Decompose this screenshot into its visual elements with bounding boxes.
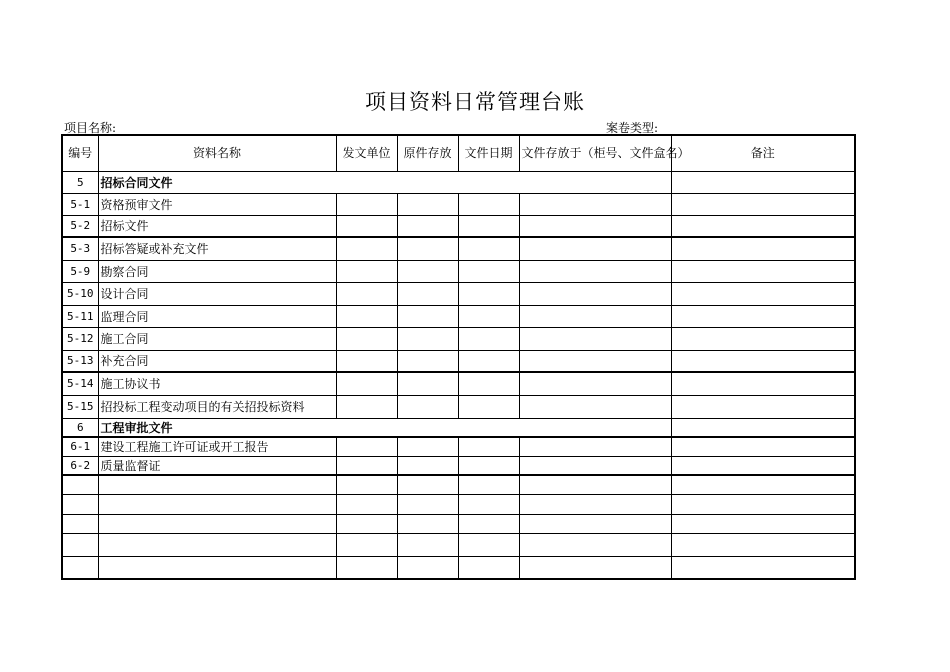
row-date-cell [458,215,519,237]
row-issuer-cell [336,437,397,456]
row-remarks-cell [671,350,855,372]
row-date-cell [458,260,519,282]
row-location-cell [519,556,671,579]
row-number: 5-13 [62,350,98,372]
row-issuer-cell [336,556,397,579]
table-row [62,305,855,327]
table-row [62,514,855,533]
row-number: 5 [62,171,98,193]
row-document-name: 招标答疑或补充文件 [98,237,336,260]
row-number [62,533,98,556]
row-document-name: 补充合同 [98,350,336,372]
row-document-name: 施工合同 [98,327,336,350]
row-date-cell [458,456,519,475]
row-document-name: 施工协议书 [98,372,336,395]
row-document-name [98,475,336,494]
column-header-original: 原件存放 [397,135,458,171]
row-location-cell [519,237,671,260]
row-original-cell [397,437,458,456]
table-row [62,533,855,556]
table-row [62,372,855,395]
row-document-name: 质量监督证 [98,456,336,475]
row-number: 5-10 [62,282,98,305]
row-number: 5-15 [62,395,98,418]
header-row [62,135,855,171]
row-issuer-cell [336,237,397,260]
row-location-cell [519,514,671,533]
row-original-cell [397,372,458,395]
row-remarks-cell [671,475,855,494]
table-row [62,327,855,350]
row-issuer-cell [336,533,397,556]
row-original-cell [397,305,458,327]
section-row [62,418,855,437]
row-original-cell [397,260,458,282]
row-date-cell [458,437,519,456]
row-remarks-cell [671,418,855,437]
row-number: 5-1 [62,193,98,215]
row-issuer-cell [336,372,397,395]
row-number [62,556,98,579]
row-remarks-cell [671,437,855,456]
row-location-cell [519,456,671,475]
ledger-table [61,134,856,580]
table-row [62,456,855,475]
row-date-cell [458,327,519,350]
row-number: 5-14 [62,372,98,395]
row-issuer-cell [336,260,397,282]
row-location-cell [519,350,671,372]
row-number: 5-3 [62,237,98,260]
row-remarks-cell [671,215,855,237]
table-row [62,193,855,215]
row-issuer-cell [336,305,397,327]
project-name-label: 项目名称: [64,121,117,135]
table-row [62,260,855,282]
row-issuer-cell [336,456,397,475]
row-original-cell [397,514,458,533]
row-document-name [98,556,336,579]
column-header-remarks: 备注 [671,135,855,171]
row-location-cell [519,395,671,418]
row-location-cell [519,533,671,556]
row-location-cell [519,437,671,456]
row-remarks-cell [671,456,855,475]
row-remarks-cell [671,171,855,193]
row-remarks-cell [671,305,855,327]
row-document-name: 招标合同文件 [98,171,671,193]
row-number: 6-2 [62,456,98,475]
row-location-cell [519,494,671,514]
row-issuer-cell [336,350,397,372]
row-issuer-cell [336,193,397,215]
row-document-name: 招投标工程变动项目的有关招投标资料 [98,395,336,418]
row-location-cell [519,260,671,282]
row-number: 6-1 [62,437,98,456]
row-original-cell [397,215,458,237]
row-location-cell [519,475,671,494]
row-number [62,514,98,533]
row-number [62,475,98,494]
row-original-cell [397,556,458,579]
table-row [62,437,855,456]
row-original-cell [397,475,458,494]
row-remarks-cell [671,533,855,556]
row-remarks-cell [671,282,855,305]
row-issuer-cell [336,327,397,350]
row-number: 5-2 [62,215,98,237]
table-row [62,237,855,260]
row-remarks-cell [671,260,855,282]
column-header-issuer: 发文单位 [336,135,397,171]
row-issuer-cell [336,395,397,418]
row-location-cell [519,193,671,215]
column-header-date: 文件日期 [458,135,519,171]
row-date-cell [458,475,519,494]
row-issuer-cell [336,215,397,237]
row-issuer-cell [336,475,397,494]
row-remarks-cell [671,494,855,514]
table-row [62,494,855,514]
column-header-num: 编号 [62,135,98,171]
row-original-cell [397,193,458,215]
row-document-name [98,514,336,533]
file-type-label: 案卷类型: [606,121,659,135]
row-remarks-cell [671,237,855,260]
row-remarks-cell [671,556,855,579]
row-number: 5-11 [62,305,98,327]
row-date-cell [458,193,519,215]
page-title: 项目资料日常管理台账 [365,90,585,114]
row-document-name: 工程审批文件 [98,418,671,437]
row-location-cell [519,215,671,237]
row-location-cell [519,282,671,305]
row-original-cell [397,282,458,305]
row-date-cell [458,514,519,533]
section-row [62,171,855,193]
row-original-cell [397,395,458,418]
row-document-name: 监理合同 [98,305,336,327]
row-document-name: 招标文件 [98,215,336,237]
table-row [62,475,855,494]
row-number: 5-9 [62,260,98,282]
row-number: 5-12 [62,327,98,350]
row-location-cell [519,305,671,327]
table-row [62,556,855,579]
row-issuer-cell [336,514,397,533]
row-number: 6 [62,418,98,437]
row-original-cell [397,237,458,260]
row-original-cell [397,456,458,475]
row-original-cell [397,327,458,350]
row-date-cell [458,556,519,579]
column-header-location: 文件存放于（柜号、文件盒名） [519,135,671,171]
row-issuer-cell [336,282,397,305]
table-row [62,215,855,237]
row-document-name: 资格预审文件 [98,193,336,215]
row-document-name: 勘察合同 [98,260,336,282]
row-date-cell [458,533,519,556]
column-header-name: 资料名称 [98,135,336,171]
row-original-cell [397,350,458,372]
row-original-cell [397,533,458,556]
row-document-name: 设计合同 [98,282,336,305]
row-date-cell [458,350,519,372]
row-date-cell [458,237,519,260]
row-remarks-cell [671,372,855,395]
row-issuer-cell [336,494,397,514]
row-date-cell [458,494,519,514]
ledger-body [62,171,855,579]
row-location-cell [519,372,671,395]
row-number [62,494,98,514]
table-row [62,395,855,418]
row-date-cell [458,305,519,327]
row-original-cell [397,494,458,514]
row-document-name [98,494,336,514]
row-date-cell [458,282,519,305]
row-location-cell [519,327,671,350]
row-remarks-cell [671,514,855,533]
row-date-cell [458,372,519,395]
row-remarks-cell [671,327,855,350]
table-row [62,282,855,305]
table-row [62,350,855,372]
row-remarks-cell [671,193,855,215]
row-remarks-cell [671,395,855,418]
row-document-name: 建设工程施工许可证或开工报告 [98,437,336,456]
row-document-name [98,533,336,556]
row-date-cell [458,395,519,418]
